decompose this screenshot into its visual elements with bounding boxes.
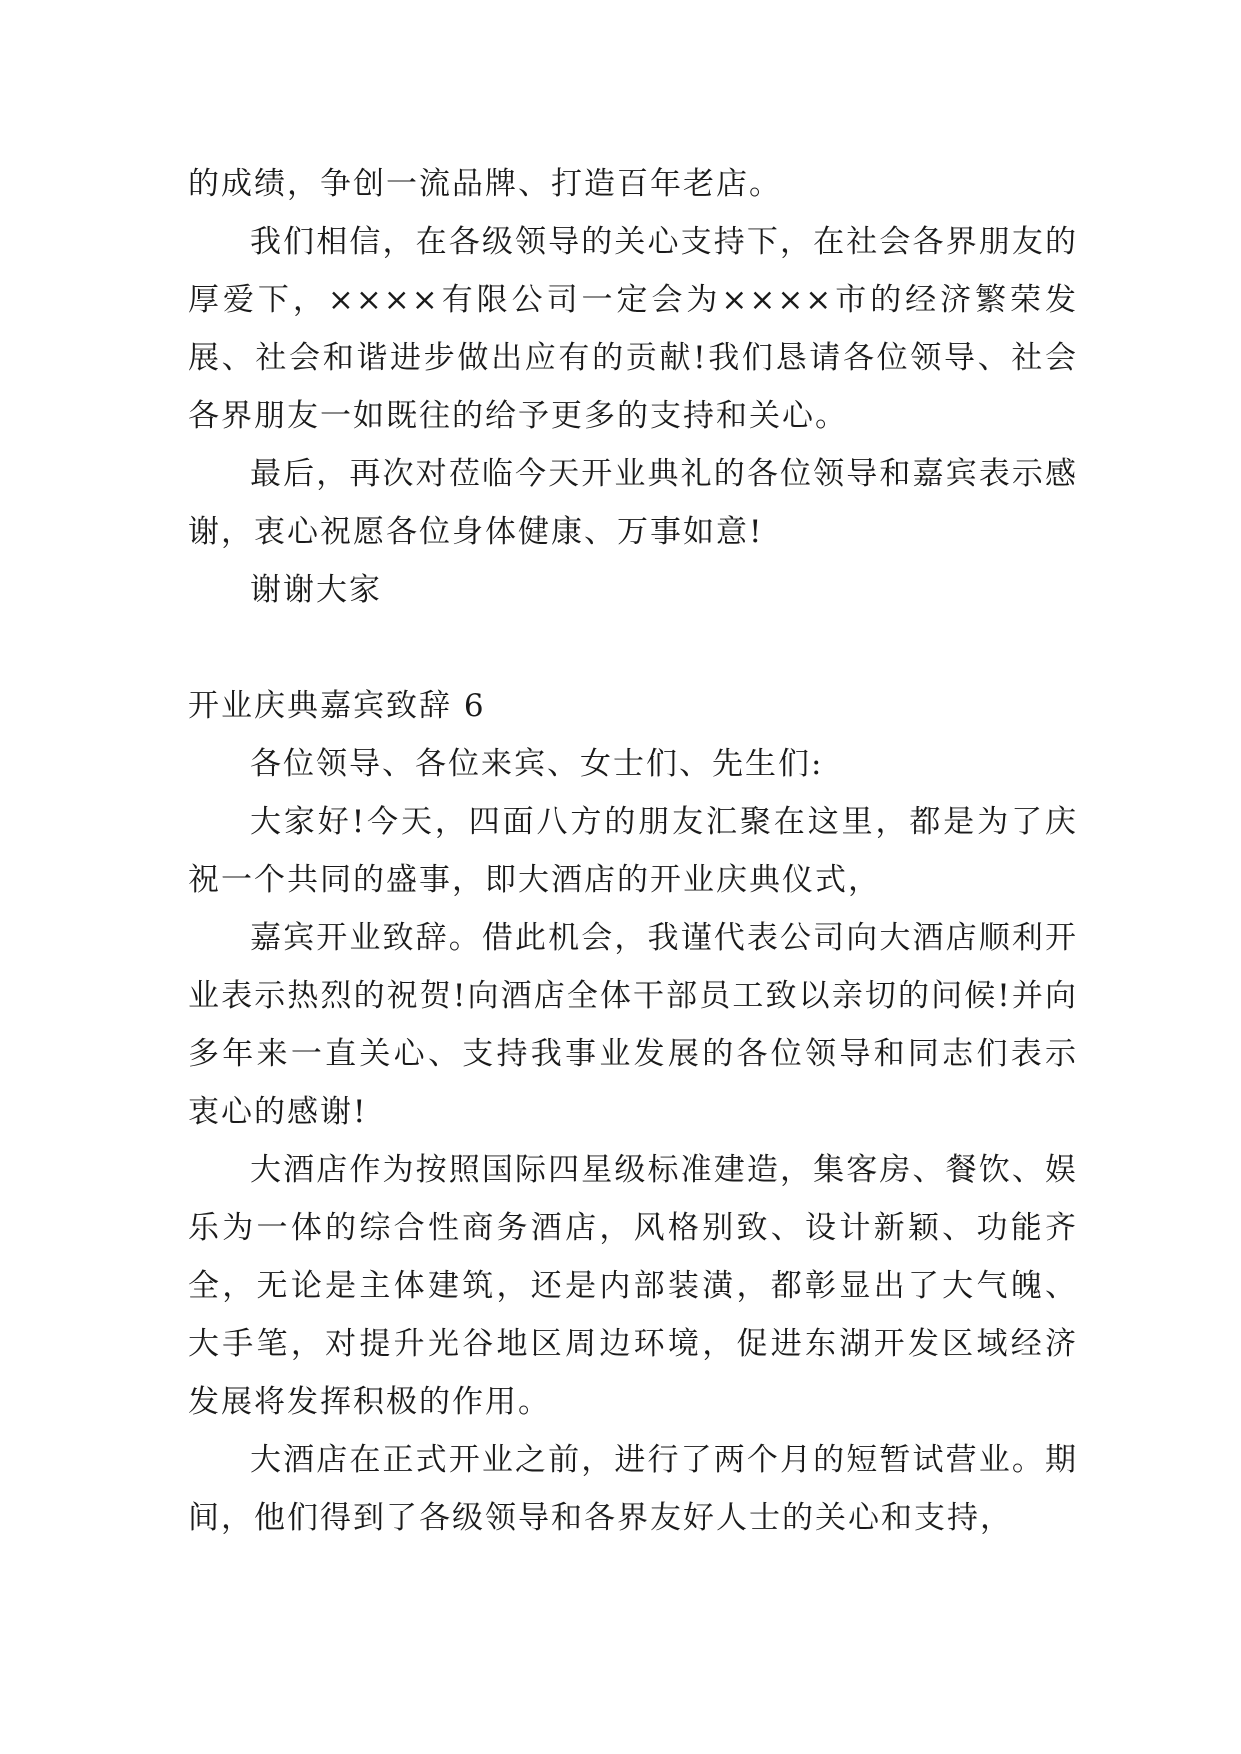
document-body xyxy=(188,155,1078,1547)
paragraph-salutation: 各位领导、各位来宾、女士们、先生们: xyxy=(250,746,824,782)
paragraph: 大家好!今天，四面八方的朋友汇聚在这里，都是为了庆祝一个共同的盛事，即大酒店的开业庆典仪式， xyxy=(188,804,1078,898)
paragraph: 大酒店作为按照国际四星级标准建造，集客房、餐饮、娱乐为一体的综合性商务酒店，风格别致、设计新颖、功能齐全，无论是主体建筑，还是内部装潢，都彰显出了大气魄、大手笔，对提升光谷地区周边环境，促进东湖开发区域经济发展将发挥积极的作用。 xyxy=(188,1152,1078,1420)
blank-line xyxy=(188,619,1078,677)
paragraph-closing: 谢谢大家 xyxy=(250,572,382,608)
paragraph: 最后，再次对莅临今天开业典礼的各位领导和嘉宾表示感谢，衷心祝愿各位身体健康、万事如意! xyxy=(188,456,1078,550)
paragraph: 嘉宾开业致辞。借此机会，我谨代表公司向大酒店顺利开业表示热烈的祝贺!向酒店全体干部员工致以亲切的问候!并向多年来一直关心、支持我事业发展的各位领导和同志们表示衷心的感谢! xyxy=(188,920,1078,1130)
paragraph: 大酒店在正式开业之前，进行了两个月的短暂试营业。期间，他们得到了各级领导和各界友好人士的关心和支持， xyxy=(188,1442,1078,1536)
section-title: 开业庆典嘉宾致辞 6 xyxy=(188,688,486,724)
paragraph: 我们相信，在各级领导的关心支持下，在社会各界朋友的厚爱下，××××有限公司一定会为××××市的经济繁荣发展、社会和谐进步做出应有的贡献!我们恳请各位领导、社会各界朋友一如既往的给予更多的支持和关心。 xyxy=(188,224,1078,434)
paragraph-continuation: 的成绩，争创一流品牌、打造百年老店。 xyxy=(188,166,782,202)
